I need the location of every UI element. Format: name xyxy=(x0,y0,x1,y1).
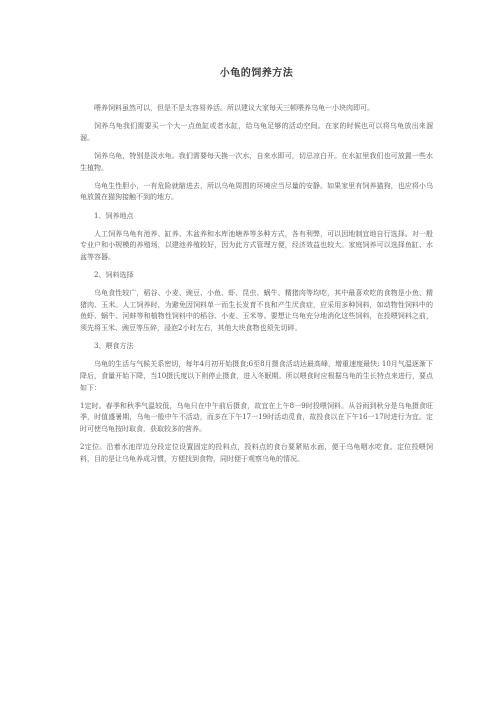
paragraph: 喂养饲料虽然可以，但是不是太容易养活。所以建议大家每天三顿喂养乌龟一小块肉即可。 xyxy=(94,104,374,112)
paragraph: 人工饲养乌龟有池养、缸养、木盆养和水库池塘养等多种方式，各有利弊，可以因地制宜地自行选择。对一般专业户和小规模的养殖场，以建池养殖较好，因为此方式管理方便，经济效益也较大。家庭饲养可以选择鱼缸、水盆等容器。 xyxy=(80,229,433,261)
paragraph: 饲养乌龟我们需要买一个大一点鱼缸或者水缸，给乌龟足够的活动空间。在家的时候也可以将乌龟放出来溜溜。 xyxy=(80,122,433,142)
section-heading: 1、饲养地点 xyxy=(94,211,134,220)
paragraph: 乌龟生性胆小，一有危险就缩进去，所以乌龟周围的环境应当尽量的安静。如果家里有饲养猫狗，也应将小乌龟放置在猫狗接触不到的地方。 xyxy=(80,181,433,202)
document-page xyxy=(0,64,502,713)
section-heading: 2、饲料选择 xyxy=(94,271,134,280)
document-title: 小龟的饲养方法 xyxy=(219,68,294,79)
paragraph: 1定时。春季和秋季气温较低，乌龟只在中午前后摄食，故宜在上午8一9时投喂饲料。从谷雨到秋分是乌龟摄食旺季，时值盛暑期，乌龟一般中午不活动，而多在下午17一19时活动觅食，故投食以在下午16一17时进行为宜。定时可使乌龟按时取食，获取较多的营养。 xyxy=(80,401,433,433)
section-heading: 3、喂食方法 xyxy=(94,342,134,351)
paragraph: 2定位。沿着水池岸边分段定位设置固定的投料点，投料点的食台要紧贴水面，便于乌龟咽水吃食。定位投喂饲料，目的是让乌龟养成习惯，方便找到食物，同时便于观察乌龟的情况。 xyxy=(80,443,433,463)
paragraph: 饲养乌龟，特别是淡水龟。我们需要每天换一次水，自来水即可，切忌凉白开。在水缸里我们也可放置一些水生植物。 xyxy=(80,151,433,172)
paragraph: 乌龟食性较广，稻谷、小麦、豌豆、小鱼、虾、昆虫、蜗牛、精猪肉等均吃，其中最喜欢吃的食物是小鱼、精猪肉、玉米。人工饲养时，为避免因饲料单一而生长发育不良和产生厌食症，应采用多种饲料，如动物性饲料中的鱼虾、蜗牛、河蚌等和植物性饲料中的稻谷、小麦、玉米等。要想让乌龟充分地消化这些饲料，在投喂饲料之前，须先将玉米、豌豆等压碎，浸泡2小时左右，其他大块食物也须先切碎。 xyxy=(80,289,433,333)
document-body xyxy=(80,103,433,465)
paragraph: 乌龟的生活与气候关系密切，每年4月初开始摄食;6至8月摄食活动达最高峰，增重速度最快; 10月气温逐渐下降后，食量开始下降，当10摄氏度以下则停止摄食，进入冬眠期。所以喂食时应根据乌龟的生长特点来进行，要点如下： xyxy=(80,360,433,392)
